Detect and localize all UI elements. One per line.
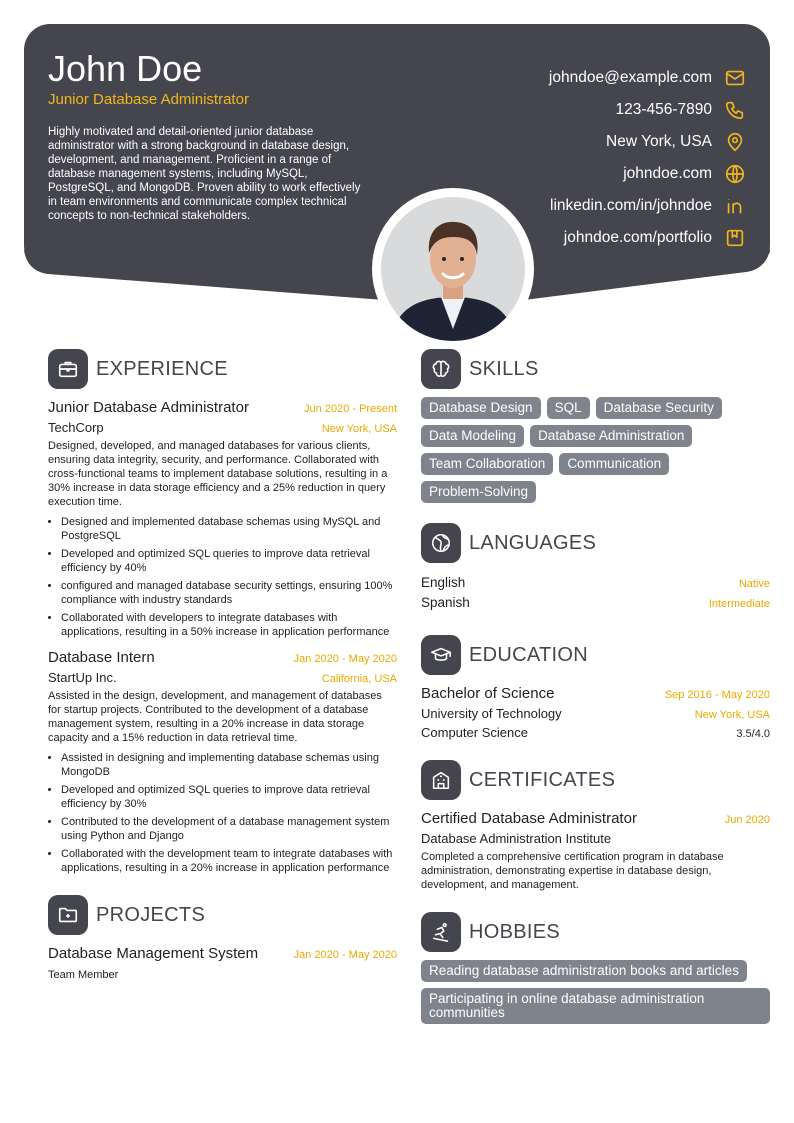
project-role: Team Member xyxy=(48,969,119,981)
skill-tag: Database Administration xyxy=(530,425,692,447)
certificates-title: CERTIFICATES xyxy=(469,768,616,791)
skills-tags xyxy=(421,397,770,503)
project-date: Jan 2020 - May 2020 xyxy=(293,949,397,961)
job-location: New York, USA xyxy=(321,423,397,435)
education-gpa: 3.5/4.0 xyxy=(736,728,770,740)
job-date: Jan 2020 - May 2020 xyxy=(293,653,397,665)
globe-icon xyxy=(724,163,746,185)
linkedin-icon xyxy=(724,195,746,217)
skill-tag: SQL xyxy=(547,397,590,419)
language-name: Spanish xyxy=(421,595,470,610)
language-row xyxy=(421,575,770,595)
job-entry xyxy=(48,649,397,875)
education-date: Sep 2016 - May 2020 xyxy=(664,689,770,701)
projects-title: PROJECTS xyxy=(96,903,206,926)
education-school: University of Technology xyxy=(421,706,562,721)
contact-linkedin-text: linkedin.com/in/johndoe xyxy=(550,197,712,214)
job-bullets xyxy=(48,751,397,875)
skill-tag: Database Design xyxy=(421,397,541,419)
job-title: Database Intern xyxy=(48,649,155,666)
job-company: StartUp Inc. xyxy=(48,670,117,685)
language-level: Native xyxy=(738,578,770,590)
job-entry xyxy=(48,399,397,639)
hobbies-heading xyxy=(421,912,770,952)
location-icon xyxy=(724,131,746,153)
language-level: Intermediate xyxy=(708,598,770,610)
avatar xyxy=(381,197,525,341)
project-title: Database Management System xyxy=(48,945,259,962)
skills-title: SKILLS xyxy=(469,357,539,380)
skills-heading xyxy=(421,349,770,389)
job-date: Jun 2020 - Present xyxy=(304,403,397,415)
institution-icon xyxy=(421,760,461,800)
job-bullet: • Assisted in designing and implementing database schemas using MongoDB xyxy=(61,751,397,779)
candidate-role: Junior Database Administrator xyxy=(48,91,249,108)
contact-website[interactable] xyxy=(426,158,746,190)
job-description: Assisted in the design, development, and management of databases for startup projects. Contributed to the development of a database management system, resulting in a 20% increase in data storage capacity and a 15% reduction in data retrieval time. xyxy=(48,690,382,744)
graduation-cap-icon xyxy=(421,635,461,675)
languages-heading xyxy=(421,523,770,563)
skill-tag: Team Collaboration xyxy=(421,453,553,475)
job-bullets xyxy=(48,515,397,639)
education-heading xyxy=(421,635,770,675)
job-location: California, USA xyxy=(321,673,397,685)
job-description: Designed, developed, and managed databases for various clients, ensuring data integrity, security, and performance. Collaborated with cross-functional teams to implement database solutions, resulting in a 30% increase in data storage efficiency and a 25% reduction in query execution time. xyxy=(48,440,388,508)
skiing-icon xyxy=(421,912,461,952)
education-field: Computer Science xyxy=(421,725,528,740)
job-bullet: • Collaborated with the development team to integrate databases with applications, resulting in a 20% increase in application performance xyxy=(61,847,397,875)
job-company: TechCorp xyxy=(48,420,104,435)
portfolio-icon xyxy=(724,227,746,249)
brain-icon xyxy=(421,349,461,389)
education-entry xyxy=(421,685,770,740)
profile-summary: Highly motivated and detail-oriented junior database administrator with a strong background in database design, development, and management. Proficient in a range of database management systems, including MySQL, PostgreSQL, and MongoDB. Proven ability to work effectively in team environments and communicate complex technical concepts to non-technical stakeholders. xyxy=(48,126,361,222)
contact-portfolio-text: johndoe.com/portfolio xyxy=(563,229,712,246)
experience-heading xyxy=(48,349,397,389)
project-entry xyxy=(48,945,397,982)
contact-email[interactable] xyxy=(426,62,746,94)
hobbies-tags xyxy=(421,960,770,1024)
contact-location-text: New York, USA xyxy=(606,133,712,150)
skill-tag: Data Modeling xyxy=(421,425,524,447)
folder-icon xyxy=(48,895,88,935)
projects-heading xyxy=(48,895,397,935)
job-bullet: • Developed and optimized SQL queries to improve data retrieval efficiency by 30% xyxy=(61,783,397,811)
contact-email-text: johndoe@example.com xyxy=(548,69,712,86)
skill-tag: Communication xyxy=(559,453,669,475)
experience-title: EXPERIENCE xyxy=(96,357,228,380)
job-bullet: • configured and managed database security settings, ensuring 100% compliance with industry standards xyxy=(61,579,397,607)
certificates-heading xyxy=(421,760,770,800)
languages-title: LANGUAGES xyxy=(469,531,597,554)
mail-icon xyxy=(724,67,746,89)
language-name: English xyxy=(421,575,466,590)
contact-phone-text: 123-456-7890 xyxy=(615,101,712,118)
education-title: EDUCATION xyxy=(469,643,588,666)
candidate-name: John Doe xyxy=(48,48,203,89)
hobby-tag: Participating in online database administration communities xyxy=(421,988,770,1024)
portrait-illustration xyxy=(381,197,525,341)
briefcase-icon xyxy=(48,349,88,389)
skill-tag: Problem-Solving xyxy=(421,481,536,503)
certificate-description: Completed a comprehensive certification program in database administration, demonstrating expertise in database design, development, and management. xyxy=(421,851,724,891)
language-row xyxy=(421,595,770,615)
education-location: New York, USA xyxy=(694,709,770,721)
certificate-date: Jun 2020 xyxy=(724,814,770,826)
languages-list xyxy=(421,575,770,615)
education-degree: Bachelor of Science xyxy=(421,685,555,702)
job-bullet: • Designed and implemented database schemas using MySQL and PostgreSQL xyxy=(61,515,397,543)
contact-location xyxy=(426,126,746,158)
hobby-tag: Reading database administration books and articles xyxy=(421,960,747,982)
globe-language-icon xyxy=(421,523,461,563)
job-bullet: • Contributed to the development of a database management system using Python and Django xyxy=(61,815,397,843)
contact-phone[interactable] xyxy=(426,94,746,126)
job-bullet: • Collaborated with developers to integrate databases with applications, resulting in a 50% increase in application performance xyxy=(61,611,397,639)
contact-website-text: johndoe.com xyxy=(623,165,712,182)
certificate-entry xyxy=(421,810,770,892)
certificate-name: Certified Database Administrator xyxy=(421,810,637,827)
right-column xyxy=(421,349,770,1024)
job-title: Junior Database Administrator xyxy=(48,399,249,416)
job-bullet: • Developed and optimized SQL queries to improve data retrieval efficiency by 40% xyxy=(61,547,397,575)
hobbies-title: HOBBIES xyxy=(469,920,561,943)
phone-icon xyxy=(724,99,746,121)
certificate-issuer: Database Administration Institute xyxy=(421,831,612,846)
left-column xyxy=(48,349,397,982)
skill-tag: Database Security xyxy=(596,397,722,419)
